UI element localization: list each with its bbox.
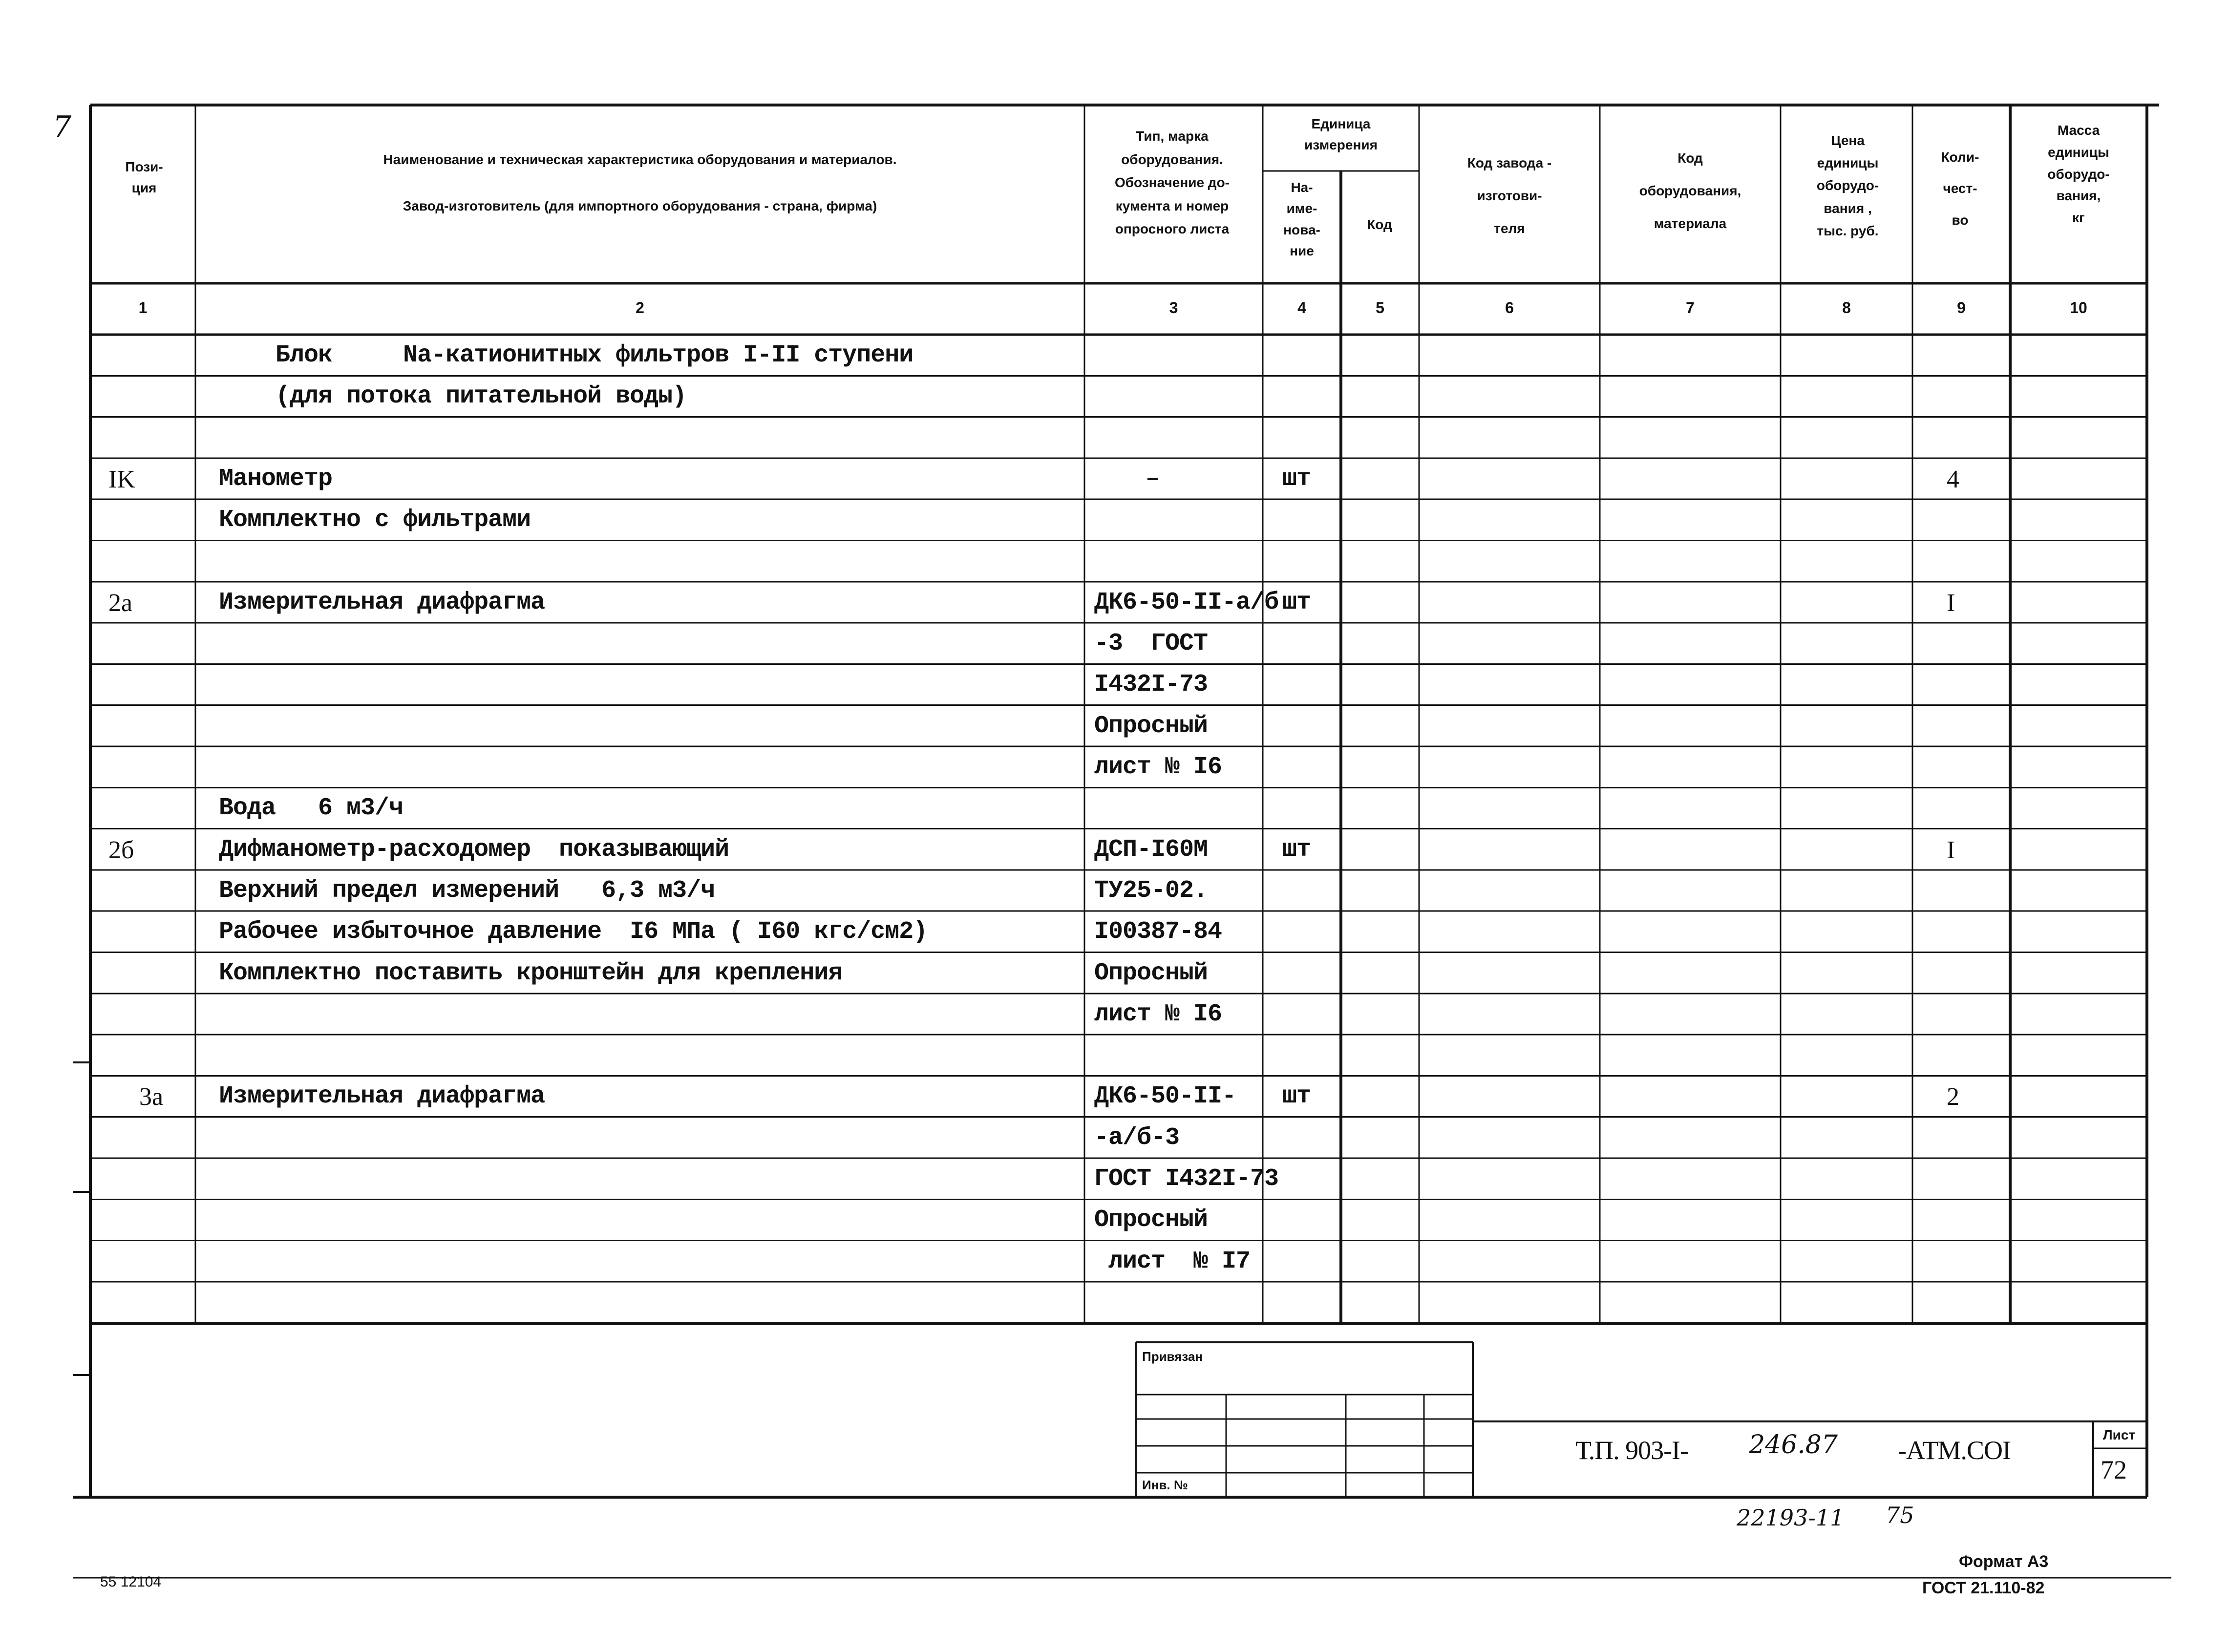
- column-number-6: 6: [1505, 299, 1514, 317]
- row-type: ДК6-50-II-: [1094, 1082, 1236, 1111]
- column-number-3: 3: [1169, 299, 1178, 317]
- header-factory-code: Код завода - изготови- теля: [1467, 155, 1552, 236]
- handwritten-note-a: 22193-11: [1737, 1504, 1845, 1531]
- column-number-8: 8: [1842, 299, 1851, 317]
- row-type: лист № I6: [1094, 1000, 1222, 1028]
- left-code: 55 12104: [100, 1574, 162, 1590]
- row-unit: шт: [1282, 588, 1311, 616]
- corner-mark: 7: [53, 110, 72, 144]
- doc-number-prefix: Т.П. 903-I-: [1575, 1436, 1689, 1465]
- row-name: Верхний предел измерений 6,3 м3/ч: [219, 876, 715, 905]
- row-type: ГОСТ I432I-73: [1094, 1165, 1279, 1193]
- header-type: Тип, марка оборудования. Обозначение до- кумента и номер опросного листа: [1114, 128, 1230, 237]
- header-position: Пози- ция: [125, 159, 163, 196]
- row-type: Опросный: [1094, 959, 1208, 987]
- doc-number-handwritten: 246.87: [1749, 1430, 1838, 1460]
- header-name-line1: Наименование и техническая характеристика оборудования и материалов.: [383, 152, 897, 167]
- stamp-privyazan: Привязан: [1142, 1349, 1203, 1364]
- row-unit: шт: [1282, 1082, 1311, 1111]
- gost-label: ГОСТ 21.110-82: [1922, 1579, 2045, 1597]
- row-type: –: [1146, 465, 1160, 493]
- row-quantity: I: [1947, 836, 1955, 864]
- row-name: Измерительная диафрагма: [219, 1082, 545, 1111]
- stamp-inv-no: Инв. №: [1142, 1478, 1188, 1492]
- row-quantity: I: [1947, 589, 1955, 617]
- row-quantity: 4: [1947, 465, 1959, 493]
- header-equipment-code: Код оборудования, материала: [1639, 150, 1741, 232]
- row-type: Опросный: [1094, 1206, 1208, 1234]
- row-name: (для потока питательной воды): [219, 382, 687, 411]
- row-name: Рабочее избыточное давление I6 МПа ( I60 кгс/см2): [219, 918, 928, 946]
- column-number-2: 2: [636, 299, 644, 317]
- row-name: Дифманометр-расходомер показывающий: [219, 835, 729, 864]
- row-type: лист № I7: [1094, 1247, 1251, 1275]
- column-number-4: 4: [1297, 299, 1306, 317]
- row-position: 3a: [139, 1083, 164, 1111]
- row-type: ТУ25-02.: [1094, 876, 1208, 905]
- row-name: Измерительная диафрагма: [219, 588, 545, 616]
- row-name: Блок Na-катионитных фильтров I-II ступени: [219, 341, 913, 369]
- header-unit-group: Единица измерения: [1304, 116, 1378, 153]
- doc-number-suffix: -АТМ.СОI: [1898, 1436, 2011, 1465]
- column-number-1: 1: [138, 299, 148, 317]
- row-name: Комплектно с фильтрами: [219, 506, 531, 534]
- row-position: 2б: [108, 836, 134, 864]
- row-type: ДК6-50-II-а/б: [1094, 588, 1279, 616]
- row-type: лист № I6: [1094, 753, 1222, 781]
- row-type: -3 ГОСТ: [1094, 630, 1208, 658]
- header-unit-name: На- име- нова- ние: [1283, 180, 1320, 259]
- column-number-5: 5: [1376, 299, 1384, 317]
- row-position: 2a: [108, 589, 133, 617]
- row-type: Опросный: [1094, 712, 1208, 740]
- header-name-line2: Завод-изготовитель (для импортного оборудования - страна, фирма): [403, 198, 877, 213]
- sheet-number: 72: [2101, 1455, 2127, 1484]
- header-mass: Масса единицы оборудо- вания, кг: [2047, 123, 2110, 226]
- format-label: Формат А3: [1959, 1552, 2049, 1571]
- row-type: -а/б-3: [1094, 1123, 1180, 1152]
- header-quantity: Коли- чест- во: [1941, 149, 1979, 228]
- header-price: Цена единицы оборудо- вания , тыс. руб.: [1816, 133, 1879, 238]
- row-quantity: 2: [1947, 1083, 1959, 1111]
- row-name: Манометр: [219, 465, 333, 493]
- header-unit-code: Код: [1367, 217, 1392, 232]
- row-position: IK: [108, 465, 135, 493]
- row-unit: шт: [1282, 835, 1311, 864]
- row-type: I432I-73: [1094, 671, 1208, 699]
- row-unit: шт: [1282, 465, 1311, 493]
- handwritten-note-b: 75: [1886, 1502, 1914, 1528]
- column-number-7: 7: [1686, 299, 1695, 317]
- row-name: Вода 6 м3/ч: [219, 794, 403, 823]
- column-number-10: 10: [2070, 299, 2087, 317]
- row-name: Комплектно поставить кронштейн для крепления: [219, 959, 843, 987]
- row-type: ДСП-I60М: [1094, 835, 1208, 864]
- sheet-label: Лист: [2103, 1427, 2136, 1442]
- column-number-9: 9: [1957, 299, 1966, 317]
- row-type: I00387-84: [1094, 918, 1222, 946]
